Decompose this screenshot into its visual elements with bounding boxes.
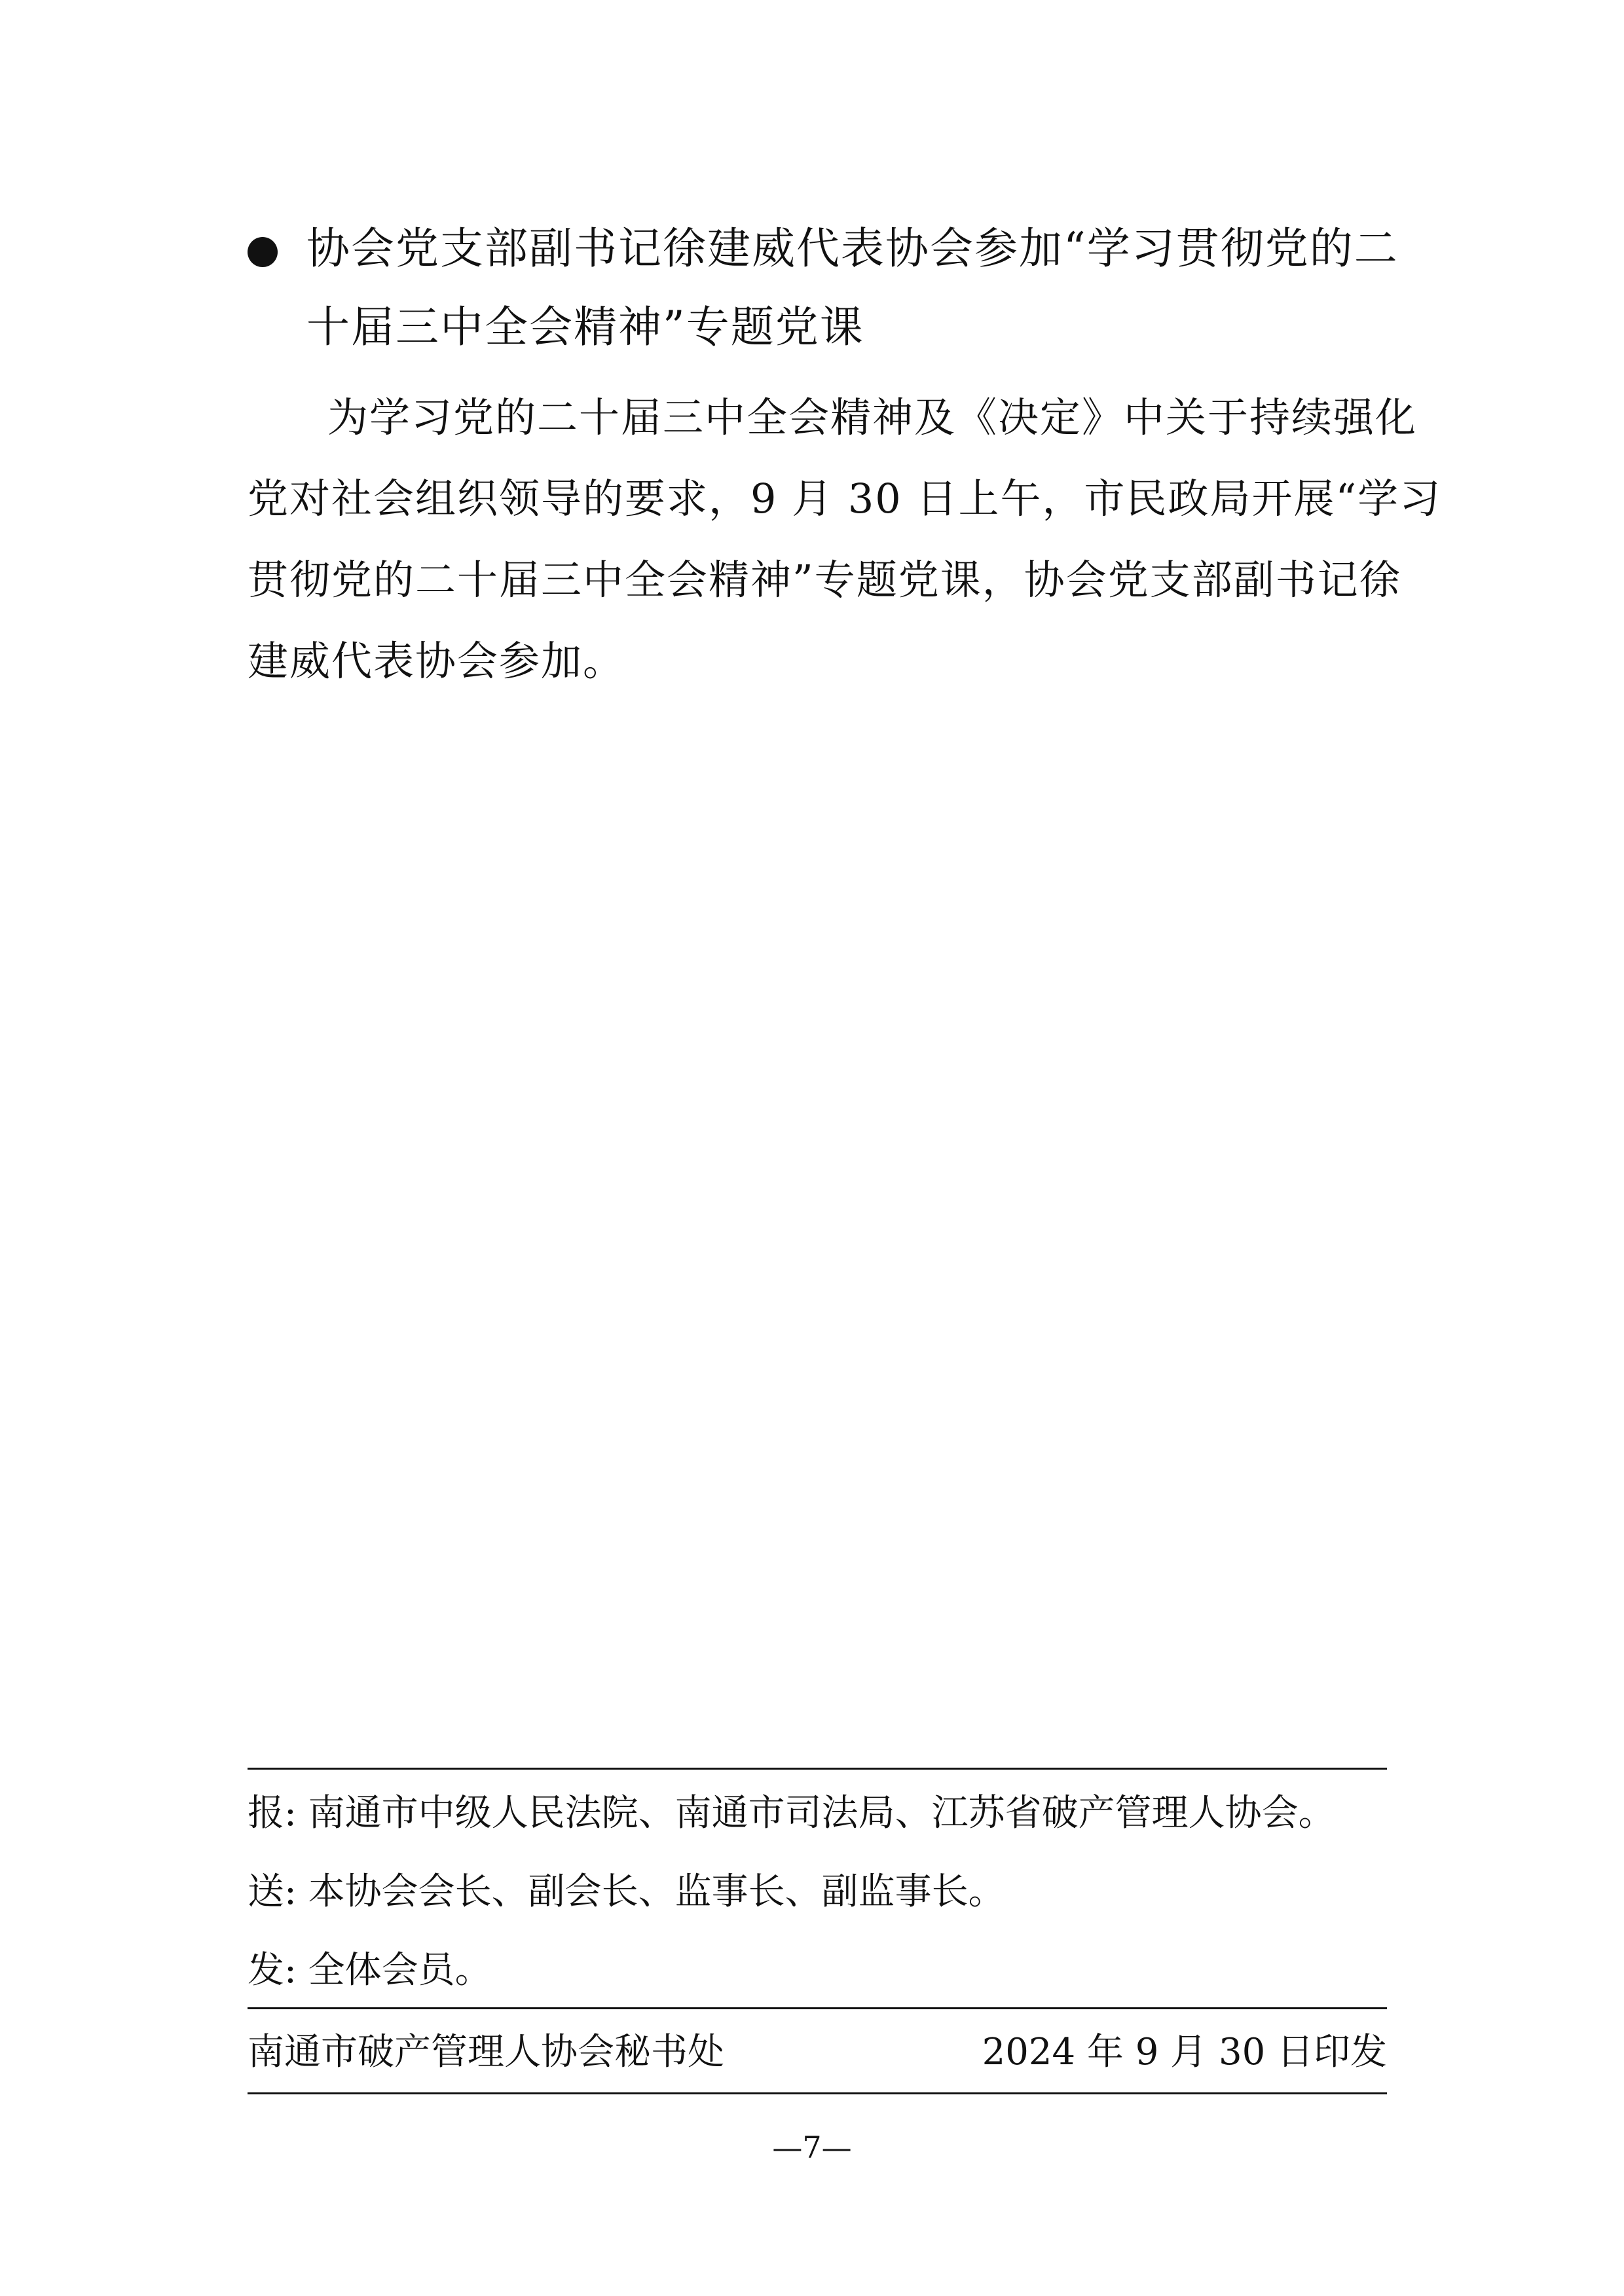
issue-date: 2024 年 9 月 30 日印发	[982, 2031, 1387, 2073]
section-heading-line-1: 协会党支部副书记徐建威代表协会参加“学习贯彻党的二	[306, 223, 1399, 274]
bullet-icon	[248, 237, 278, 267]
send-to-line: 送: 本协会会长、副会长、监事长、副监事长。	[248, 1870, 1005, 1913]
body-paragraph-line-3: 贯彻党的二十届三中全会精神”专题党课，协会党支部副书记徐	[248, 556, 1401, 604]
divider-bottom	[248, 2092, 1387, 2094]
divider-top	[248, 1768, 1387, 1770]
section-heading-line-2: 十届三中全会精神”专题党课	[306, 302, 864, 352]
issue-to-line: 发: 全体会员。	[248, 1949, 492, 1992]
body-paragraph-line-4: 建威代表协会参加。	[248, 637, 625, 685]
report-to-line: 报: 南通市中级人民法院、南通市司法局、江苏省破产管理人协会。	[248, 1792, 1335, 1834]
issuing-organization: 南通市破产管理人协会秘书处	[248, 2031, 724, 2073]
divider-middle	[248, 2007, 1387, 2009]
body-paragraph-line-2: 党对社会组织领导的要求，9 月 30 日上午，市民政局开展“学习	[248, 475, 1442, 522]
body-paragraph-line-1: 为学习党的二十届三中全会精神及《决定》中关于持续强化	[327, 393, 1418, 441]
page-number: —7—	[772, 2130, 852, 2165]
